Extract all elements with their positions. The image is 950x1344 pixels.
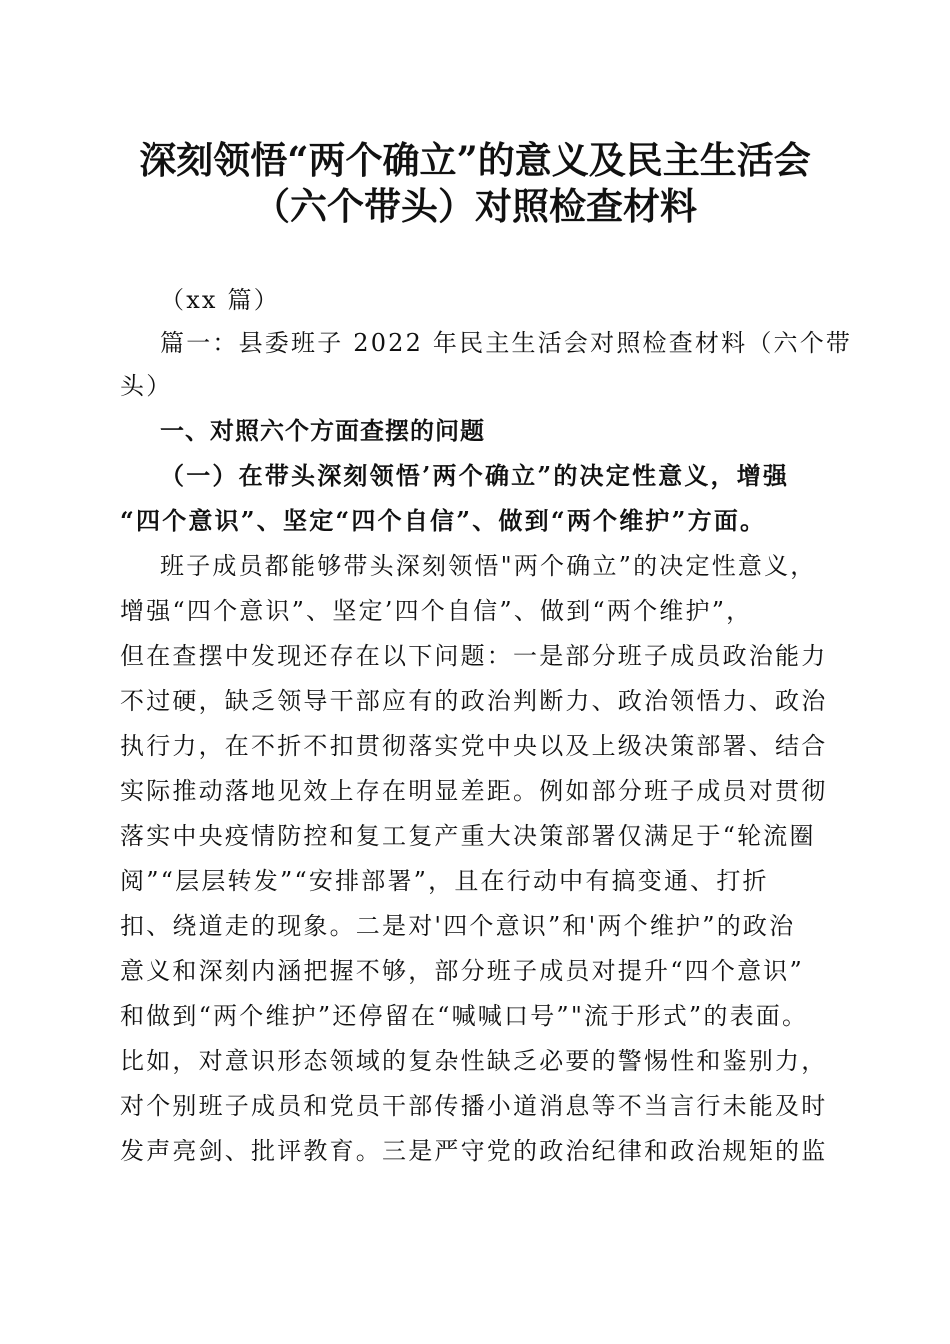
section-count-note: （xx 篇） [160,286,280,314]
document-title-line-2: （六个带头）对照检查材料 [253,184,697,228]
paragraph-line: 但在查摆中发现还存在以下问题：一是部分班子成员政治能力 [120,642,828,670]
paragraph-line: 执行力，在不折不扣贯彻落实党中央以及上级决策部署、结合 [120,732,828,760]
paragraph-line: 对个别班子成员和党员干部传播小道消息等不当言行未能及时 [120,1092,828,1120]
document-title-line-1: 深刻领悟“两个确立”的意义及民主生活会 [139,138,811,182]
subsection-heading-continued: “四个意识”、坚定“四个自信”、做到“两个维护”方面。 [120,506,767,535]
part-one-heading: 篇一：县委班子 2022 年民主生活会对照检查材料（六个带 [160,329,853,357]
section-heading: 一、对照六个方面查摆的问题 [160,417,485,445]
paragraph-line: 班子成员都能够带头深刻领悟"两个确立”的决定性意义， [160,552,817,580]
paragraph-line: 扣、绕道走的现象。二是对'四个意识”和'两个维护”的政治 [120,912,796,940]
paragraph-line: 发声亮剑、批评教育。三是严守党的政治纪律和政治规矩的监 [120,1137,828,1165]
paragraph-line: 阅”“层层转发”“安排部署”，且在行动中有搞变通、打折 [120,867,769,895]
paragraph-line: 实际推动落地见效上存在明显差距。例如部分班子成员对贯彻 [120,777,828,805]
paragraph-line: 意义和深刻内涵把握不够，部分班子成员对提升“四个意识” [120,957,804,985]
paragraph-line: 落实中央疫情防控和复工复产重大决策部署仅满足于“轮流圈 [120,822,816,850]
paragraph-line: 不过硬，缺乏领导干部应有的政治判断力、政治领悟力、政治 [120,687,828,715]
paragraph-line: 增强“四个意识”、坚定’四个自信”、做到“两个维护”， [120,597,753,625]
paragraph-line: 比如，对意识形态领域的复杂性缺乏必要的警惕性和鉴别力， [120,1047,828,1075]
paragraph-line: 和做到“两个维护”还停留在“喊喊口号”"流于形式”的表面。 [120,1002,809,1030]
subsection-heading: （一）在带头深刻领悟’两个确立”的决定性意义，增强 [160,461,790,490]
part-one-heading-continued: 头） [120,372,173,400]
